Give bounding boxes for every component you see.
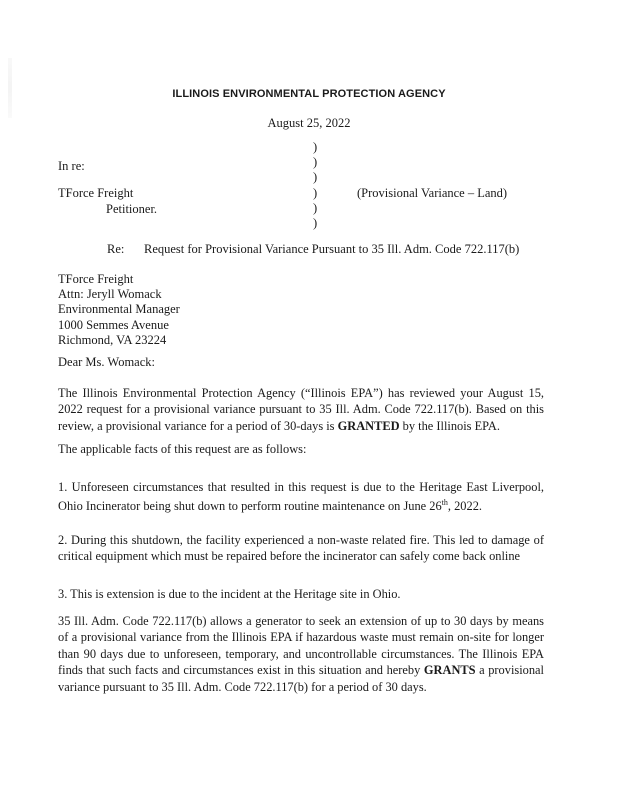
letter-date: August 25, 2022: [267, 116, 351, 130]
address-line: 1000 Semmes Avenue: [58, 317, 169, 332]
address-line: Richmond, VA 23224: [58, 332, 167, 347]
party-name: TForce Freight: [58, 186, 134, 200]
fact-1: [58, 479, 544, 515]
matter-title: (Provisional Variance – Land): [357, 186, 508, 200]
caption-paren: ): [313, 216, 318, 230]
caption-paren: ): [313, 140, 318, 154]
fact-3: 3. This is extension is due to the incident at the Heritage site in Ohio.: [58, 587, 401, 601]
granted-emphasis: GRANTED: [337, 418, 400, 433]
recipient-address: [58, 272, 180, 348]
paragraph-text: 35 Ill. Adm. Code 722.117(b) allows a generator to seek an extension of up to 30 days by means of a provisional variance from the Illinois EPA if hazardous waste must remain on-site for longer than 90 days due to unforeseen, temporary, and uncontrollable circumstances. The Illinois EPA finds that such facts and circumstances exist in this situation and hereby: [58, 614, 544, 678]
address-line: Environmental Manager: [58, 302, 180, 317]
paragraph-text: by the Illinois EPA.: [399, 418, 500, 433]
address-line: Attn: Jeryll Womack: [58, 287, 162, 302]
address-line: TForce Freight: [58, 272, 134, 286]
paragraph-text: a provisional variance pursuant to 35 Ill. Adm. Code 722.117(b) for a period of 30 days.: [58, 663, 544, 694]
caption-paren: ): [313, 201, 318, 215]
grants-emphasis: GRANTS: [423, 663, 476, 678]
re-label: Re:: [107, 242, 125, 256]
fact-text: 1. Unforeseen circumstances that resulted in this request is due to the Heritage East Liverpool, Ohio Incinerator being shut down to perform routine maintenance on June 26: [58, 480, 544, 514]
re-subject: Request for Provisional Variance Pursuant to 35 Ill. Adm. Code 722.117(b): [144, 242, 520, 256]
agency-heading: ILLINOIS ENVIRONMENTAL PROTECTION AGENCY: [172, 88, 446, 100]
caption-paren: ): [313, 155, 318, 169]
party-role: Petitioner.: [106, 202, 158, 216]
caption-paren: ): [313, 170, 318, 184]
ordinal-suffix: th: [441, 498, 448, 508]
in-re-label: In re:: [58, 159, 85, 173]
facts-intro: The applicable facts of this request are as follows:: [58, 442, 307, 456]
fact-text: , 2022.: [447, 499, 482, 514]
paragraph-review: [58, 385, 544, 434]
paragraph-text: The Illinois Environmental Protection Agency (“Illinois EPA”) has reviewed your August 15, 2022 request for a provisional variance pursuant to 35 Ill. Adm. Code 722.117(b). Based on this review, a provisional variance for a period of 30-days is: [58, 386, 544, 433]
paragraph-grant: [58, 613, 544, 695]
salutation: Dear Ms. Womack:: [58, 355, 156, 369]
fact-2: 2. During this shutdown, the facility experienced a non-waste related fire. This led to damage of critical equipment which must be repaired before the incinerator can safely come back online: [58, 533, 544, 564]
caption-paren: ): [313, 186, 318, 200]
